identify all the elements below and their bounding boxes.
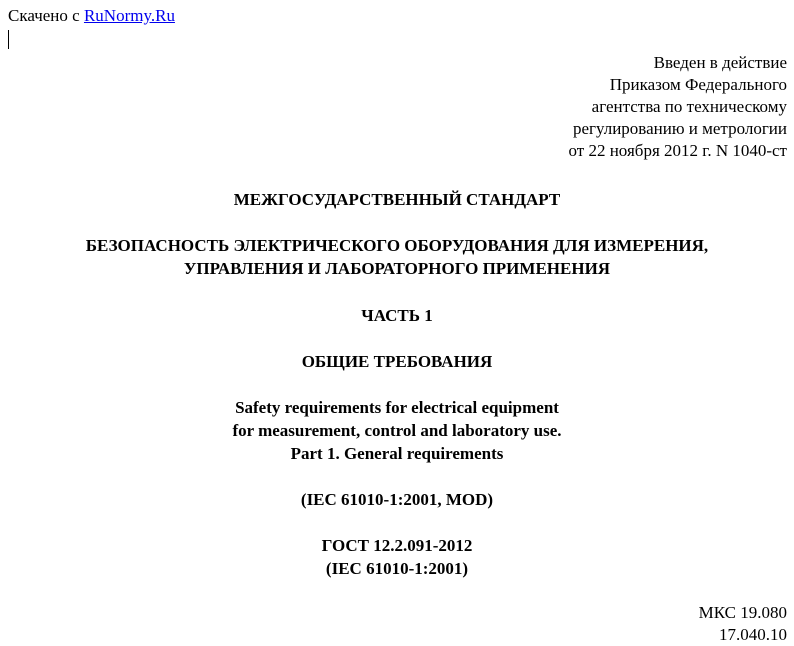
part-number: ЧАСТЬ 1 <box>361 306 433 325</box>
enactment-line: от 22 ноября 2012 г. N 1040-ст <box>568 141 787 160</box>
standard-type: МЕЖГОСУДАРСТВЕННЫЙ СТАНДАРТ <box>233 190 561 209</box>
title-line: УПРАВЛЕНИЯ И ЛАБОРАТОРНОГО ПРИМЕНЕНИЯ <box>183 259 611 278</box>
enactment-line: Приказом Федерального <box>609 75 787 94</box>
document-title <box>0 234 794 280</box>
title-line: БЕЗОПАСНОСТЬ ЭЛЕКТРИЧЕСКОГО ОБОРУДОВАНИЯ ДЛЯ ИЗМЕРЕНИЯ, <box>85 236 709 255</box>
enactment-line: Введен в действие <box>653 53 787 72</box>
standard-type-heading <box>0 188 794 211</box>
part-title-heading <box>0 350 794 373</box>
english-title-line: for measurement, control and laboratory use. <box>232 421 562 440</box>
english-title-line: Safety requirements for electrical equipment <box>235 398 559 417</box>
runormy-link[interactable]: RuNormy.Ru <box>83 6 175 25</box>
mks-line: МКС 19.080 <box>698 603 787 622</box>
part-heading <box>0 304 794 327</box>
english-title-line: Part 1. General requirements <box>290 444 504 463</box>
text-cursor <box>8 30 9 49</box>
download-prefix: Скачено с <box>8 6 84 25</box>
iec-mod: (IEC 61010-1:2001, MOD) <box>300 490 494 509</box>
iec-reference <box>0 488 794 511</box>
gost-iec: (IEC 61010-1:2001) <box>325 559 469 578</box>
mks-classification <box>699 602 787 646</box>
download-notice <box>8 6 175 26</box>
enactment-note <box>569 52 788 162</box>
mks-line: 17.040.10 <box>719 625 787 644</box>
gost-designation <box>0 534 794 580</box>
enactment-line: агентства по техническому <box>591 97 787 116</box>
enactment-line: регулированию и метрологии <box>572 119 787 138</box>
part-title: ОБЩИЕ ТРЕБОВАНИЯ <box>301 352 493 371</box>
gost-number: ГОСТ 12.2.091-2012 <box>321 536 473 555</box>
english-title <box>0 396 794 465</box>
